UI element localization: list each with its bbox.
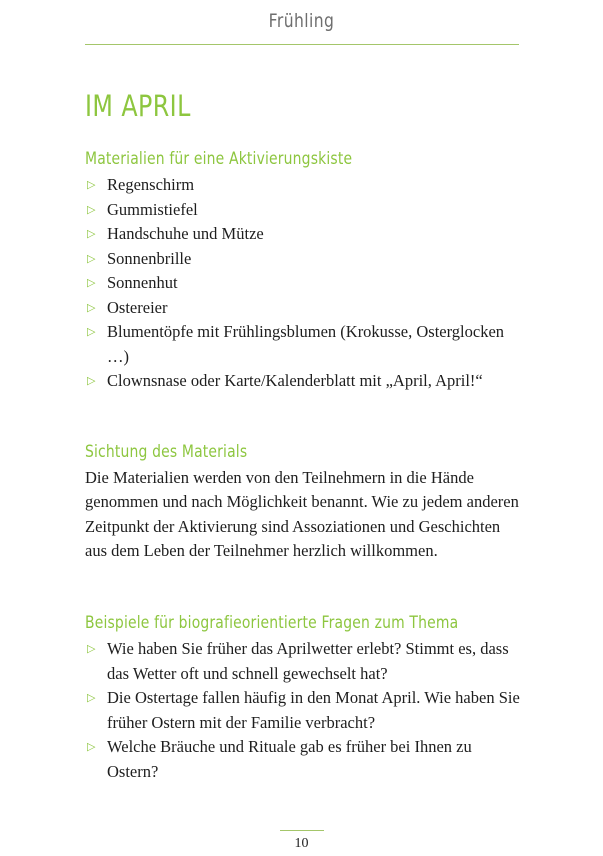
running-head: Frühling: [268, 10, 335, 32]
triangle-bullet-icon: ▷: [87, 374, 96, 387]
review-paragraph: Die Materialien werden von den Teilnehmern in die Hände genommen und nach Möglichkeit benannt. Wie zu jedem anderen Zeitpunkt der Aktivierung sind Assoziationen und Geschichten aus dem Leben der Teilnehmer herzlich willkommen.: [85, 468, 519, 561]
list-item: ▷ Die Ostertage fallen häufig in den Monat April. Wie haben Sie früher Ostern mit der Familie verbracht?: [87, 688, 520, 732]
triangle-bullet-icon: ▷: [87, 178, 96, 191]
header-rule: [85, 44, 519, 45]
list-item: ▷ Sonnenhut: [85, 271, 525, 296]
triangle-bullet-icon: ▷: [87, 325, 96, 338]
list-item: ▷ Handschuhe und Mütze: [85, 222, 525, 247]
review-heading: Sichtung des Materials: [85, 442, 248, 462]
list-item: ▷ Gummistiefel: [85, 198, 525, 223]
list-item: ▷ Regenschirm: [85, 173, 525, 198]
list-item: ▷ Welche Bräuche und Rituale gab es früher bei Ihnen zu Ostern?: [87, 737, 472, 781]
list-item: ▷ Ostereier: [85, 296, 525, 321]
triangle-bullet-icon: ▷: [87, 740, 96, 753]
page-number: 10: [294, 836, 309, 851]
triangle-bullet-icon: ▷: [87, 300, 96, 314]
triangle-bullet-icon: ▷: [87, 202, 96, 216]
triangle-bullet-icon: ▷: [87, 227, 96, 240]
triangle-bullet-icon: ▷: [87, 642, 96, 655]
materials-heading: Materialien für eine Aktivierungskiste: [85, 149, 353, 169]
triangle-bullet-icon: ▷: [87, 276, 96, 289]
questions-heading: Beispiele für biografieorientierte Fragen zum Thema: [85, 613, 459, 633]
list-item: ▷ Wie haben Sie früher das Aprilwetter erlebt? Stimmt es, dass das Wetter oft und schnell gewechselt hat?: [87, 639, 509, 683]
questions-list: [85, 637, 525, 784]
chapter-title: IM APRIL: [85, 89, 191, 123]
list-item: ▷ Blumentöpfe mit Frühlingsblumen (Krokusse, Osterglocken …): [87, 322, 505, 366]
list-item: ▷ Clownsnase oder Karte/Kalenderblatt mit „April, April!“: [85, 369, 525, 394]
footer-rule: [280, 830, 324, 831]
triangle-bullet-icon: ▷: [87, 691, 96, 704]
triangle-bullet-icon: ▷: [87, 251, 96, 265]
list-item: ▷ Sonnenbrille: [85, 247, 525, 272]
materials-list: [85, 173, 525, 394]
